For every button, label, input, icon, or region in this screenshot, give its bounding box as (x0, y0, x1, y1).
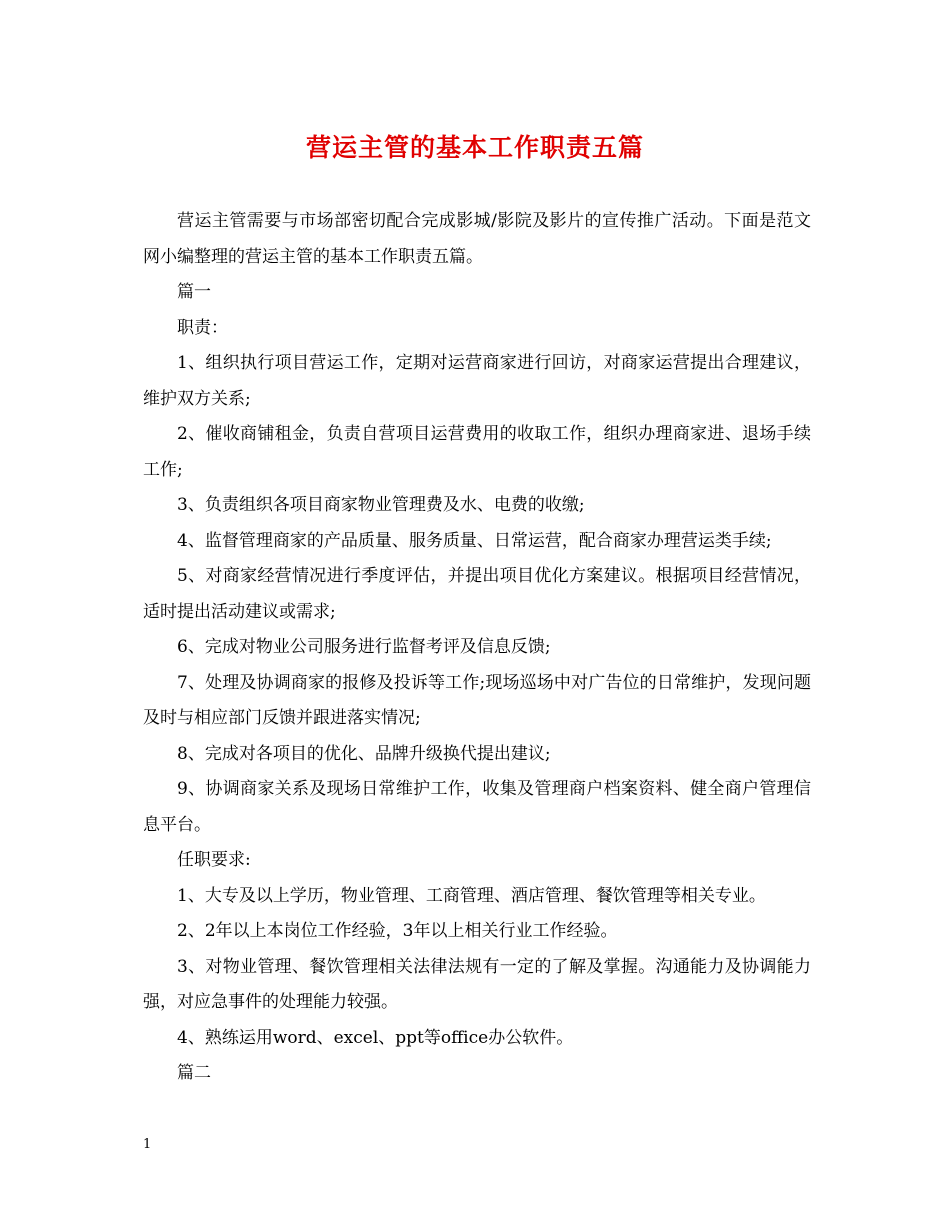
document-title: 营运主管的基本工作职责五篇 (305, 133, 644, 162)
duty-item-3: 3、负责组织各项目商家物业管理费及水、电费的收缴; (177, 495, 585, 515)
section-heading-1: 篇一 (177, 282, 211, 302)
duties-heading: 职责： (177, 317, 228, 338)
requirement-item-1: 1、大专及以上学历，物业管理、工商管理、酒店管理、餐饮管理等相关专业。 (177, 885, 766, 906)
page-number: 1 (143, 1137, 152, 1152)
duty-item-1: 1、组织执行项目营运工作，定期对运营商家进行回访，对商家运营提出合理建议，维护双方关系; (143, 353, 811, 409)
intro-paragraph: 营运主管需要与市场部密切配合完成影城/影院及影片的宣传推广活动。下面是范文网小编整理的营运主管的基本工作职责五篇。 (143, 211, 811, 267)
requirements-heading: 任职要求: (177, 850, 251, 870)
section-heading-2: 篇二 (177, 1063, 211, 1083)
document-body (143, 204, 811, 1092)
duty-item-8: 8、完成对各项目的优化、品牌升级换代提出建议; (177, 743, 551, 764)
requirement-item-4: 4、熟练运用word、excel、ppt等office办公软件。 (177, 1027, 574, 1048)
requirement-item-3: 3、对物业管理、餐饮管理相关法律法规有一定的了解及掌握。沟通能力及协调能力强，对应急事件的处理能力较强。 (143, 956, 811, 1012)
duty-item-4: 4、监督管理商家的产品质量、服务质量、日常运营，配合商家办理营运类手续; (177, 530, 772, 551)
duty-item-7: 7、处理及协调商家的报修及投诉等工作;现场巡场中对广告位的日常维护，发现问题及时与相应部门反馈并跟进落实情况; (143, 672, 811, 728)
requirement-item-2: 2、2年以上本岗位工作经验，3年以上相关行业工作经验。 (177, 921, 618, 941)
duty-item-9: 9、协调商家关系及现场日常维护工作，收集及管理商户档案资料、健全商户管理信息平台。 (143, 779, 811, 835)
duty-item-6: 6、完成对物业公司服务进行监督考评及信息反馈; (177, 637, 551, 657)
duty-item-2: 2、催收商铺租金，负责自营项目运营费用的收取工作，组织办理商家进、退场手续工作; (143, 424, 811, 480)
duty-item-5: 5、对商家经营情况进行季度评估，并提出项目优化方案建议。根据项目经营情况，适时提出活动建议或需求; (143, 566, 811, 622)
